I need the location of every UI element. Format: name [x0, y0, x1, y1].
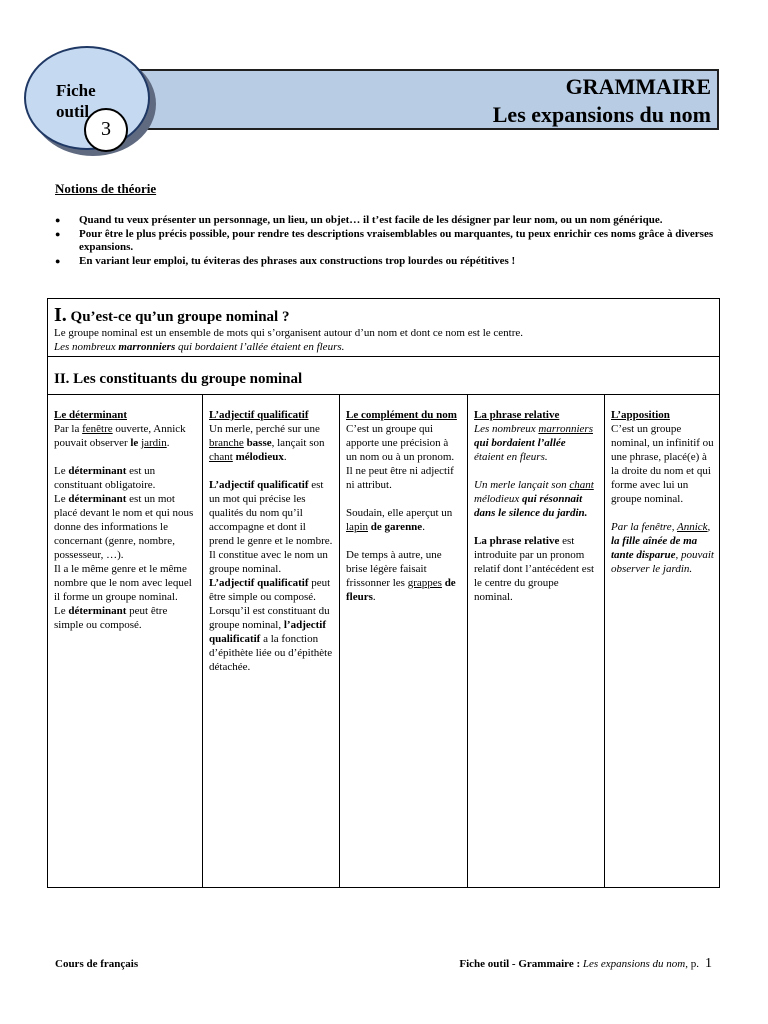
column-heading: La phrase relative: [474, 409, 560, 421]
rule-text: Le déterminant peut être simple ou composé.: [54, 605, 168, 631]
notions-list: [55, 214, 715, 269]
example-sentence: Par la fenêtre ouverte, Annick pouvait observer le jardin.: [54, 423, 186, 449]
example-bold: marronniers: [118, 341, 176, 353]
rule-text: C’est un groupe nominal, un infinitif ou une phrase, placé(e) à la droite du nom et qui forme avec lui un groupe nominal.: [611, 423, 714, 505]
header-band: [96, 69, 719, 130]
section-2: [48, 357, 719, 395]
column-determinant: [48, 395, 202, 887]
rule-text: Il ne peut être ni adjectif ni attribut.: [346, 465, 454, 491]
rule-text: L’adjectif qualificatif est un mot qui précise les qualités du nom qu’il accompagne et dont il prend le genre et le nombre.: [209, 479, 333, 547]
footer-tail: , p.: [685, 958, 699, 970]
rule-text: La phrase relative est introduite par un pronom relatif dont l’antécédent est le centre du groupe nominal.: [474, 535, 595, 603]
column-heading: Le complément du nom: [346, 409, 457, 421]
rule-text: Il constitue avec le nom un groupe nominal.: [209, 549, 328, 575]
footer-course: Cours de français: [55, 958, 139, 970]
column-adjectif: [202, 395, 339, 887]
list-item: ● Pour être le plus précis possible, pour rendre tes descriptions vraisemblables ou marquantes, tu peux enrichir ces noms grâce à diverses expansions.: [55, 228, 715, 254]
example-text: qui bordaient l’allée étaient en fleurs.: [175, 341, 345, 353]
list-item: ● Quand tu veux présenter un personnage, un lieu, un objet… il t’est facile de les désigner par leur nom, ou un nom générique.: [55, 214, 715, 227]
notions-heading: Notions de théorie: [55, 181, 157, 196]
page-title: GRAMMAIRE: [565, 74, 711, 99]
example-sentence: Un merle, perché sur une branche basse, lançait son chant mélodieux.: [209, 423, 325, 463]
example-sentence: Soudain, elle aperçut un lapin de garenne.: [346, 507, 453, 533]
badge-number: 3: [84, 108, 128, 152]
section-1-definition: Le groupe nominal est un ensemble de mots qui s’organisent autour d’un nom et dont ce nom est le centre.: [54, 327, 524, 339]
section-1-title: [54, 304, 289, 327]
rule-text: Le déterminant est un mot placé devant le nom et qui nous donne des informations le concernant (genre, nombre, possesseur, …).: [54, 493, 194, 561]
column-heading: L’apposition: [611, 409, 670, 421]
column-heading: L’adjectif qualificatif: [209, 409, 309, 421]
list-item: ● En variant leur emploi, tu éviteras des phrases aux constructions trop lourdes ou répétitives !: [55, 255, 715, 268]
section-1: [48, 299, 719, 357]
footer-italic: Les expansions du nom: [582, 958, 686, 970]
badge-label: Fiche outil: [56, 81, 96, 121]
rule-text: Il a le même genre et le même nombre que le nom avec lequel il forme un groupe nominal.: [54, 563, 192, 603]
section-1-roman: I.: [54, 304, 67, 326]
content-frame: [47, 298, 720, 888]
column-complement: [339, 395, 467, 887]
section-1-example: [54, 341, 344, 353]
example-text: Les nombreux: [54, 341, 119, 353]
rule-text: Lorsqu’il est constituant du groupe nominal, l’adjectif qualificatif a la fonction d’épithète liée ou d’épithète détachée.: [209, 605, 333, 673]
example-sentence: Les nombreux marronniers qui bordaient l’allée étaient en fleurs.: [474, 423, 593, 463]
page-subtitle: Les expansions du nom: [492, 102, 711, 127]
example-sentence: Par la fenêtre, Annick, la fille aînée de ma tante disparue, pouvait observer le jardin.: [611, 521, 714, 575]
rule-text: Le déterminant est un constituant obligatoire.: [54, 465, 156, 491]
footer-reference: [459, 956, 712, 972]
rule-text: C’est un groupe qui apporte une précision à un nom ou à un pronom.: [346, 423, 455, 463]
section-1-title-text: Qu’est-ce qu’un groupe nominal ?: [70, 309, 290, 325]
constituents-table: [48, 395, 719, 887]
rule-text: L’adjectif qualificatif peut être simple ou composé.: [209, 577, 331, 603]
column-relative: [467, 395, 604, 887]
column-apposition: [604, 395, 721, 887]
footer-bold: Fiche outil - Grammaire :: [459, 958, 583, 970]
example-sentence: Un merle lançait son chant mélodieux qui résonnait dans le silence du jardin.: [474, 479, 594, 519]
section-2-title: II. Les constituants du groupe nominal: [54, 371, 303, 387]
example-sentence: De temps à autre, une brise légère faisait frissonner les grappes de fleurs.: [346, 549, 456, 603]
column-heading: Le déterminant: [54, 409, 128, 421]
page-number: 1: [705, 956, 712, 971]
